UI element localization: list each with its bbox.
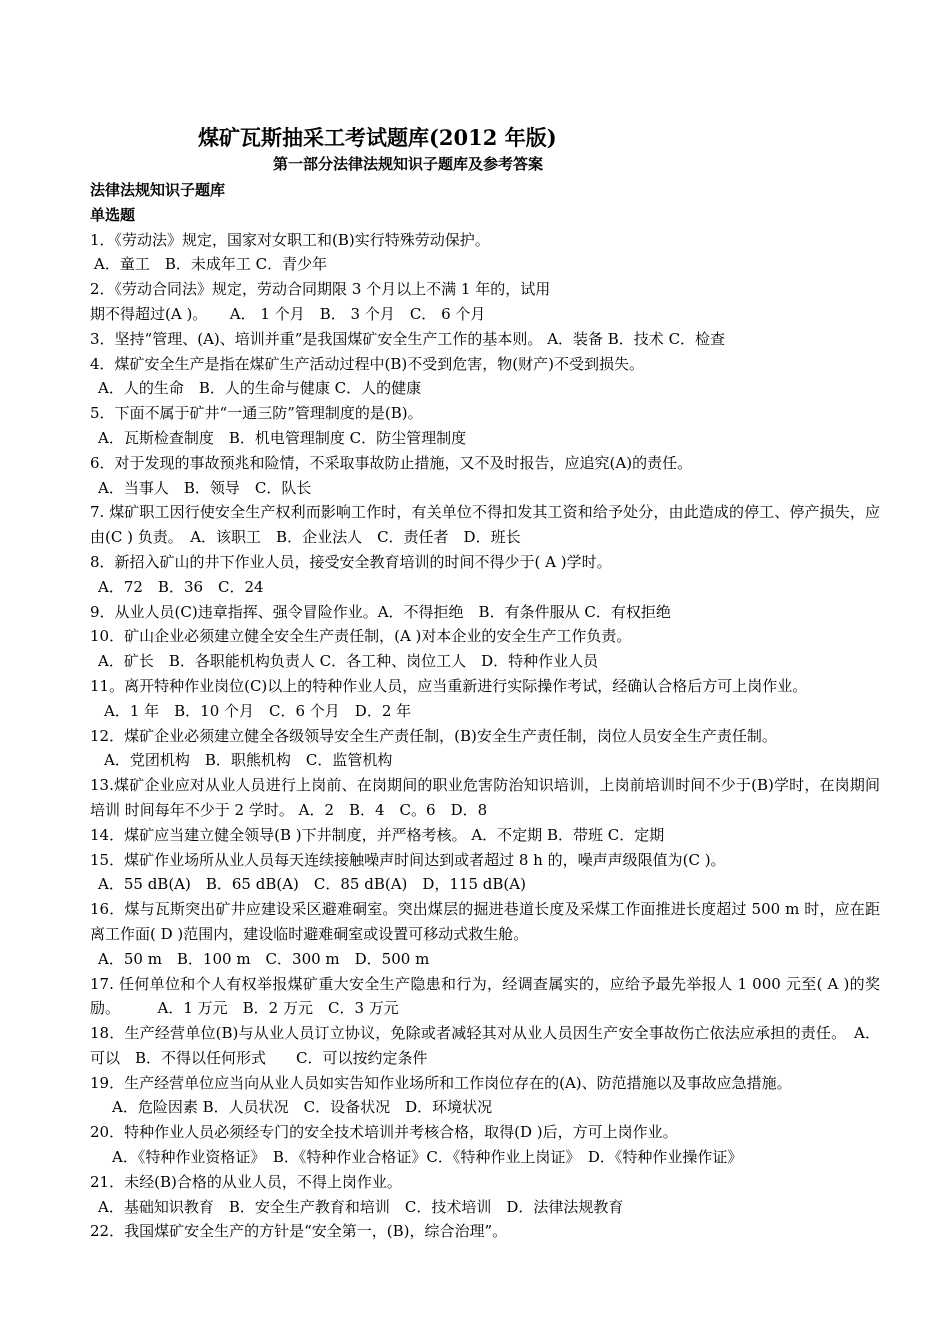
question-type-heading: 单选题 bbox=[90, 205, 136, 224]
question-line: 6．对于发现的事故预兆和险情，不采取事故防止措施，又不及时报告，应追究(A)的责任。 bbox=[90, 453, 693, 472]
question-line: 15．煤矿作业场所从业人员每天连续接触噪声时间达到或者超过 8 h 的，噪声声级限值为(C )。 bbox=[90, 850, 726, 869]
question-line: 13.煤矿企业应对从业人员进行上岗前、在岗期间的职业危害防治知识培训，上岗前培训时间不少于(B)学时，在岗期间培训 时间每年不少于 2 学时。 A．2 B．4 C。6 D．8 bbox=[90, 776, 880, 819]
question-line: 4．煤矿安全生产是指在煤矿生产活动过程中(B)不受到危害，物(财产)不受到损失。 bbox=[90, 354, 644, 373]
question-line: 20．特种作业人员必须经专门的安全技术培训并考核合格，取得(D )后，方可上岗作业。 bbox=[90, 1123, 678, 1142]
question-line: 5．下面不属于矿井“一通三防”管理制度的是(B)。 bbox=[90, 404, 423, 423]
question-line: 7. 煤矿职工因行使安全生产权利而影响工作时，有关单位不得扣发其工资和给予处分，由此造成的停工、停产损失，应由(C ) 负责。 A．该职工 B．企业法人 C．责任者 D．班长 bbox=[90, 503, 880, 547]
options-line: A．矿长 B．各职能机构负责人 C．各工种、岗位工人 D．特种作业人员 bbox=[98, 652, 599, 671]
options-line: A．基础知识教育 B．安全生产教育和培训 C．技术培训 D．法律法规教育 bbox=[98, 1197, 624, 1216]
question-line: 9．从业人员(C)违章指挥、强令冒险作业。A．不得拒绝 B．有条件服从 C．有权拒绝 bbox=[90, 602, 671, 621]
question-line: 22．我国煤矿安全生产的方针是“安全第一，(B)，综合治理”。 bbox=[90, 1222, 508, 1241]
options-line: A．《特种作业资格证》 B．《特种作业合格证》C．《特种作业上岗证》 D．《特种作业操作证》 bbox=[112, 1148, 743, 1167]
question-line: 21．未经(B)合格的从业人员，不得上岗作业。 bbox=[90, 1172, 402, 1191]
question-line: 1．《劳动法》规定，国家对女职工和(B)实行特殊劳动保护。 bbox=[90, 230, 490, 249]
options-line: A．危险因素 B．人员状况 C．设备状况 D．环境状况 bbox=[112, 1098, 493, 1117]
options-line: A．55 dB(A) B．65 dB(A) C．85 dB(A) D，115 dB(A) bbox=[98, 875, 526, 894]
section-heading: 法律法规知识子题库 bbox=[90, 181, 226, 199]
question-line: 2．《劳动合同法》规定，劳动合同期限 3 个月以上不满 1 年的，试用 bbox=[90, 280, 551, 299]
question-line: 14．煤矿应当建立健全领导(B )下井制度，并严格考核。 A．不定期 B．带班 C．定期 bbox=[90, 825, 665, 844]
document-body bbox=[90, 178, 880, 1244]
question-line: 17. 任何单位和个人有权举报煤矿重大安全生产隐患和行为，经调查属实的，应给予最先举报人 1 000 元至( A )的奖励。 A．1 万元 B．2 万元 C．3 万元 bbox=[90, 974, 880, 1018]
question-line: 19．生产经营单位应当向从业人员如实告知作业场所和工作岗位存在的(A)、防范措施以及事故应急措施。 bbox=[90, 1073, 792, 1092]
options-line: A．1 年 B．10 个月 C．6 个月 D．2 年 bbox=[104, 701, 412, 720]
options-line: A．瓦斯检查制度 B．机电管理制度 C．防尘管理制度 bbox=[98, 428, 467, 447]
options-line: A．当事人 B．领导 C．队长 bbox=[98, 478, 312, 497]
options-line: A．50 m B．100 m C．300 m D．500 m bbox=[98, 949, 430, 968]
document-title: 煤矿瓦斯抽采工考试题库(2012 年版) bbox=[198, 125, 557, 150]
options-line: A．人的生命 B．人的生命与健康 C．人的健康 bbox=[98, 379, 422, 398]
question-line: 18．生产经营单位(B)与从业人员订立协议，免除或者减轻其对从业人员因生产安全事故伤亡依法应承担的责任。 A．可以 B．不得以任何形式 C．可以按约定条件 bbox=[90, 1024, 880, 1067]
question-line: 3．坚持“管理、(A)、培训并重”是我国煤矿安全生产工作的基本则。 A．装备 B．技术 C．检查 bbox=[90, 329, 726, 348]
options-line: A．童工 B．未成年工 C．青少年 bbox=[94, 255, 328, 274]
question-line: 11。离开特种作业岗位(C)以上的特种作业人员，应当重新进行实际操作考试，经确认合格后方可上岗作业。 bbox=[90, 676, 808, 695]
options-line: A．72 B．36 C．24 bbox=[98, 577, 264, 596]
question-line: 12．煤矿企业必须建立健全各级领导安全生产责任制，(B)安全生产责任制，岗位人员安全生产责任制。 bbox=[90, 726, 777, 745]
question-line: 10．矿山企业必须建立健全安全生产责任制，(A )对本企业的安全生产工作负责。 bbox=[90, 627, 632, 646]
options-line: A．党团机构 B．职熊机构 C．监管机构 bbox=[104, 751, 393, 770]
question-line: 8．新招入矿山的井下作业人员，接受安全教育培训的时间不得少于( A )学时。 bbox=[90, 552, 612, 571]
question-line: 期不得超过(A )。 A． 1 个月 B． 3 个月 C． 6 个月 bbox=[90, 304, 486, 323]
document-subtitle: 第一部分法律法规知识子题库及参考答案 bbox=[273, 155, 544, 173]
question-line: 16．煤与瓦斯突出矿井应建设采区避难硐室。突出煤层的掘进巷道长度及采煤工作面推进长度超过 500 m 时，应在距离工作面( D )范围内，建设临时避难硐室或设置可移动式救生舱。 bbox=[90, 900, 880, 943]
